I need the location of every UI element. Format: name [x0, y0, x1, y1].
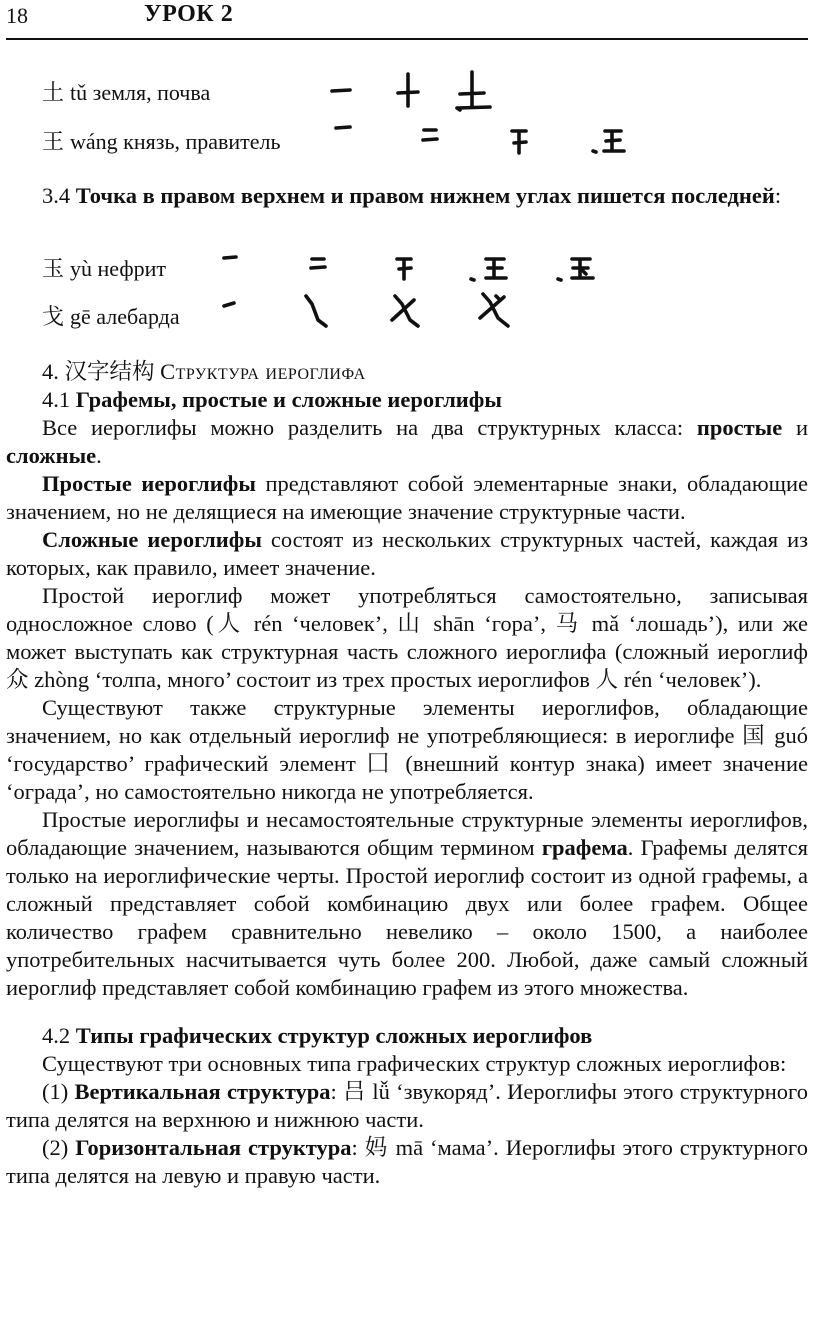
heading-text: Графемы, простые и сложные иероглифы — [75, 387, 502, 412]
example-char: 土 — [42, 81, 65, 106]
example-gloss: tǔ земля, почва — [70, 80, 211, 105]
heading-text: Точка в правом верхнем и правом нижнем углах пишется последней — [75, 183, 775, 208]
stroke-sequence-wang — [336, 127, 624, 153]
paragraph: Простой иероглиф может употребляться самостоятельно, записывая односложное слово (人 rén ‘человек’, 山 shān ‘гора’, 马 mǎ ‘лошадь’), или же может выступать как структурная часть сложного иероглифа (сложный иероглиф 众 zhòng ‘толпа, много’ состоит из трех простых иероглифов 人 rén ‘человек’). — [6, 583, 808, 693]
heading-4 — [6, 358, 808, 386]
paragraph: (2) Горизонтальная структура: 妈 mā ‘мама’. Иероглифы этого структурного типа делятся на левую и правую части. — [6, 1135, 808, 1188]
paragraph: Существуют три основных типа графических структур сложных иероглифов: — [42, 1051, 787, 1076]
example-gloss: yù нефрит — [70, 256, 166, 281]
lesson-title: УРОК 2 — [144, 1, 234, 27]
section-3-4-heading — [6, 182, 808, 210]
heading-number: 3.4 — [42, 183, 71, 208]
stroke-sequence-ge — [224, 294, 508, 326]
example-char: 王 — [42, 130, 65, 155]
heading-number: 4.2 — [42, 1023, 71, 1048]
paragraph: (1) Вертикальная структура: 吕 lǚ ‘звукоряд’. Иероглифы этого структурного типа делятся на верхнюю и нижнюю части. — [6, 1079, 808, 1132]
example-gloss: wáng князь, правитель — [70, 129, 281, 154]
paragraph: Простые иероглифы и несамостоятельные структурные элементы иероглифов, обладающие значением, называются общим термином графема. Графемы делятся только на иероглифические черты. Простой иероглиф состоит из одной графемы, а сложный представляет собой комбинацию двух или более графем. Общее количество графем сравнительно невелико – около 1500, а наиболее употребительных насчитывается чуть более 200. Любой, даже самый сложный иероглиф представляет собой комбинацию графем из этого множества. — [6, 807, 808, 1000]
heading-4-2 — [6, 1022, 808, 1050]
heading-number: 4. — [42, 359, 59, 384]
main-text — [6, 358, 808, 1190]
example-yu — [42, 252, 166, 283]
heading-number: 4.1 — [42, 387, 71, 412]
stroke-sequence-tu — [332, 72, 490, 110]
example-ge — [42, 300, 180, 331]
heading-colon: : — [774, 183, 782, 208]
heading-4-1 — [6, 386, 808, 414]
example-char: 戈 — [42, 305, 65, 330]
stroke-sequence-yu — [224, 257, 593, 280]
paragraph: Простые иероглифы представляют собой элементарные знаки, обладающие значением, но не делящиеся на имеющие значение структурные части. — [6, 471, 808, 524]
heading-text: Структура иероглифа — [160, 359, 366, 384]
heading-chinese: 汉字结构 — [64, 359, 155, 385]
heading-text: Типы графических структур сложных иероглифов — [75, 1023, 593, 1048]
paragraph: Все иероглифы можно разделить на два структурных класса: простые и сложные. — [6, 415, 808, 468]
page-number: 18 — [6, 3, 28, 28]
paragraph: Сложные иероглифы состоят из нескольких структурных частей, каждая из которых, как правило, имеет значение. — [6, 527, 808, 580]
paragraph: Существуют также структурные элементы иероглифов, обладающие значением, но как отдельный иероглиф не употребляющиеся: в иероглифе 国 guó ‘государство’ графический элемент 囗 (внешний контур знака) имеет значение ‘ограда’, но самостоятельно никогда не употребляется. — [6, 695, 808, 804]
heading-3-4 — [6, 182, 808, 210]
example-char: 玉 — [42, 257, 65, 282]
example-gloss: gē алебарда — [70, 304, 180, 329]
